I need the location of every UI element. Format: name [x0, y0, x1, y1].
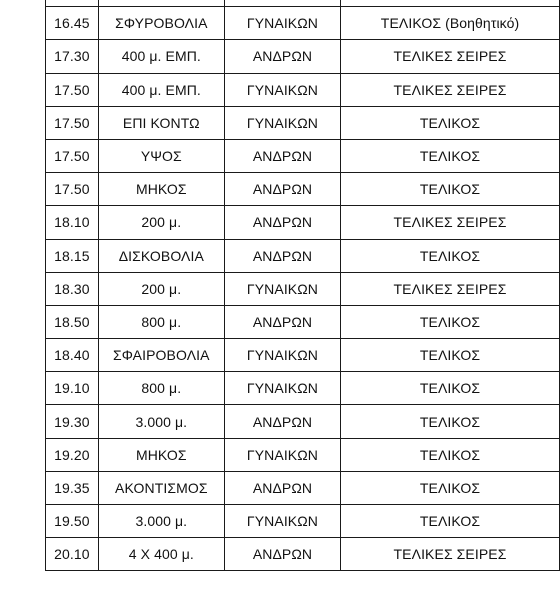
event-cell: 200 μ.: [98, 272, 224, 305]
table-row: [46, 173, 560, 206]
event-cell: 400 μ. ΕΜΠ.: [98, 40, 224, 73]
time-cell: [46, 0, 99, 7]
table-row: [46, 239, 560, 272]
gender-cell: ΓΥΝΑΙΚΩΝ: [224, 505, 340, 538]
gender-cell: ΑΝΔΡΩΝ: [224, 305, 340, 338]
event-cell: 400 μ. ΕΜΠ.: [98, 73, 224, 106]
schedule-table: [45, 0, 560, 571]
event-cell: ΕΠΙ ΚΟΝΤΩ: [98, 106, 224, 139]
time-cell: 18.10: [46, 206, 99, 239]
gender-cell: ΑΝΔΡΩΝ: [224, 173, 340, 206]
phase-cell: ΤΕΛΙΚΟΣ: [341, 106, 560, 139]
phase-cell: ΤΕΛΙΚΟΣ: [341, 471, 560, 504]
gender-cell: ΑΝΔΡΩΝ: [224, 239, 340, 272]
table-row: [46, 106, 560, 139]
event-cell: ΣΦΑΙΡΟΒΟΛΙΑ: [98, 339, 224, 372]
time-cell: 17.30: [46, 40, 99, 73]
gender-cell: [224, 0, 340, 7]
time-cell: 18.30: [46, 272, 99, 305]
phase-cell: ΤΕΛΙΚΟΣ: [341, 239, 560, 272]
phase-cell: ΤΕΛΙΚΟΣ: [341, 372, 560, 405]
gender-cell: ΓΥΝΑΙΚΩΝ: [224, 372, 340, 405]
gender-cell: ΑΝΔΡΩΝ: [224, 471, 340, 504]
time-cell: 19.35: [46, 471, 99, 504]
phase-cell: ΤΕΛΙΚΟΣ: [341, 305, 560, 338]
event-cell: ΜΗΚΟΣ: [98, 438, 224, 471]
phase-cell: ΤΕΛΙΚΕΣ ΣΕΙΡΕΣ: [341, 206, 560, 239]
time-cell: 19.30: [46, 405, 99, 438]
table-row: [46, 405, 560, 438]
time-cell: 17.50: [46, 173, 99, 206]
gender-cell: ΑΝΔΡΩΝ: [224, 538, 340, 571]
table-row: [46, 206, 560, 239]
event-cell: 4 Χ 400 μ.: [98, 538, 224, 571]
phase-cell: ΤΕΛΙΚΕΣ ΣΕΙΡΕΣ: [341, 272, 560, 305]
gender-cell: ΓΥΝΑΙΚΩΝ: [224, 438, 340, 471]
time-cell: 17.50: [46, 106, 99, 139]
phase-cell: ΤΕΛΙΚΟΣ: [341, 505, 560, 538]
event-cell: ΔΙΣΚΟΒΟΛΙΑ: [98, 239, 224, 272]
table-row: [46, 73, 560, 106]
phase-cell: ΤΕΛΙΚΟΣ: [341, 339, 560, 372]
table-row: [46, 471, 560, 504]
phase-cell: ΤΕΛΙΚΕΣ ΣΕΙΡΕΣ: [341, 40, 560, 73]
event-cell: 200 μ.: [98, 206, 224, 239]
gender-cell: ΓΥΝΑΙΚΩΝ: [224, 339, 340, 372]
event-cell: ΥΨΟΣ: [98, 139, 224, 172]
table-row: [46, 139, 560, 172]
gender-cell: ΑΝΔΡΩΝ: [224, 40, 340, 73]
gender-cell: ΑΝΔΡΩΝ: [224, 405, 340, 438]
time-cell: 17.50: [46, 73, 99, 106]
event-cell: ΜΗΚΟΣ: [98, 173, 224, 206]
event-cell: [98, 0, 224, 7]
table-row: [46, 372, 560, 405]
time-cell: 19.10: [46, 372, 99, 405]
event-cell: 3.000 μ.: [98, 405, 224, 438]
time-cell: 17.50: [46, 139, 99, 172]
time-cell: 18.40: [46, 339, 99, 372]
schedule-body: [46, 0, 560, 571]
time-cell: 19.20: [46, 438, 99, 471]
event-cell: 3.000 μ.: [98, 505, 224, 538]
gender-cell: ΑΝΔΡΩΝ: [224, 206, 340, 239]
event-cell: 800 μ.: [98, 372, 224, 405]
phase-cell: [341, 0, 560, 7]
table-row: [46, 40, 560, 73]
gender-cell: ΓΥΝΑΙΚΩΝ: [224, 106, 340, 139]
table-row: [46, 7, 560, 40]
table-row: [46, 505, 560, 538]
table-row: [46, 272, 560, 305]
time-cell: 18.15: [46, 239, 99, 272]
table-row: [46, 305, 560, 338]
table-row-partial: [46, 0, 560, 7]
phase-cell: ΤΕΛΙΚΟΣ: [341, 405, 560, 438]
gender-cell: ΓΥΝΑΙΚΩΝ: [224, 272, 340, 305]
table-row: [46, 538, 560, 571]
phase-cell: ΤΕΛΙΚΟΣ (Βοηθητικό): [341, 7, 560, 40]
gender-cell: ΑΝΔΡΩΝ: [224, 139, 340, 172]
phase-cell: ΤΕΛΙΚΕΣ ΣΕΙΡΕΣ: [341, 538, 560, 571]
phase-cell: ΤΕΛΙΚΟΣ: [341, 173, 560, 206]
time-cell: 16.45: [46, 7, 99, 40]
gender-cell: ΓΥΝΑΙΚΩΝ: [224, 7, 340, 40]
event-cell: 800 μ.: [98, 305, 224, 338]
time-cell: 18.50: [46, 305, 99, 338]
phase-cell: ΤΕΛΙΚΟΣ: [341, 139, 560, 172]
event-cell: ΣΦΥΡΟΒΟΛΙΑ: [98, 7, 224, 40]
phase-cell: ΤΕΛΙΚΕΣ ΣΕΙΡΕΣ: [341, 73, 560, 106]
time-cell: 19.50: [46, 505, 99, 538]
phase-cell: ΤΕΛΙΚΟΣ: [341, 438, 560, 471]
time-cell: 20.10: [46, 538, 99, 571]
table-row: [46, 339, 560, 372]
event-cell: ΑΚΟΝΤΙΣΜΟΣ: [98, 471, 224, 504]
gender-cell: ΓΥΝΑΙΚΩΝ: [224, 73, 340, 106]
table-row: [46, 438, 560, 471]
